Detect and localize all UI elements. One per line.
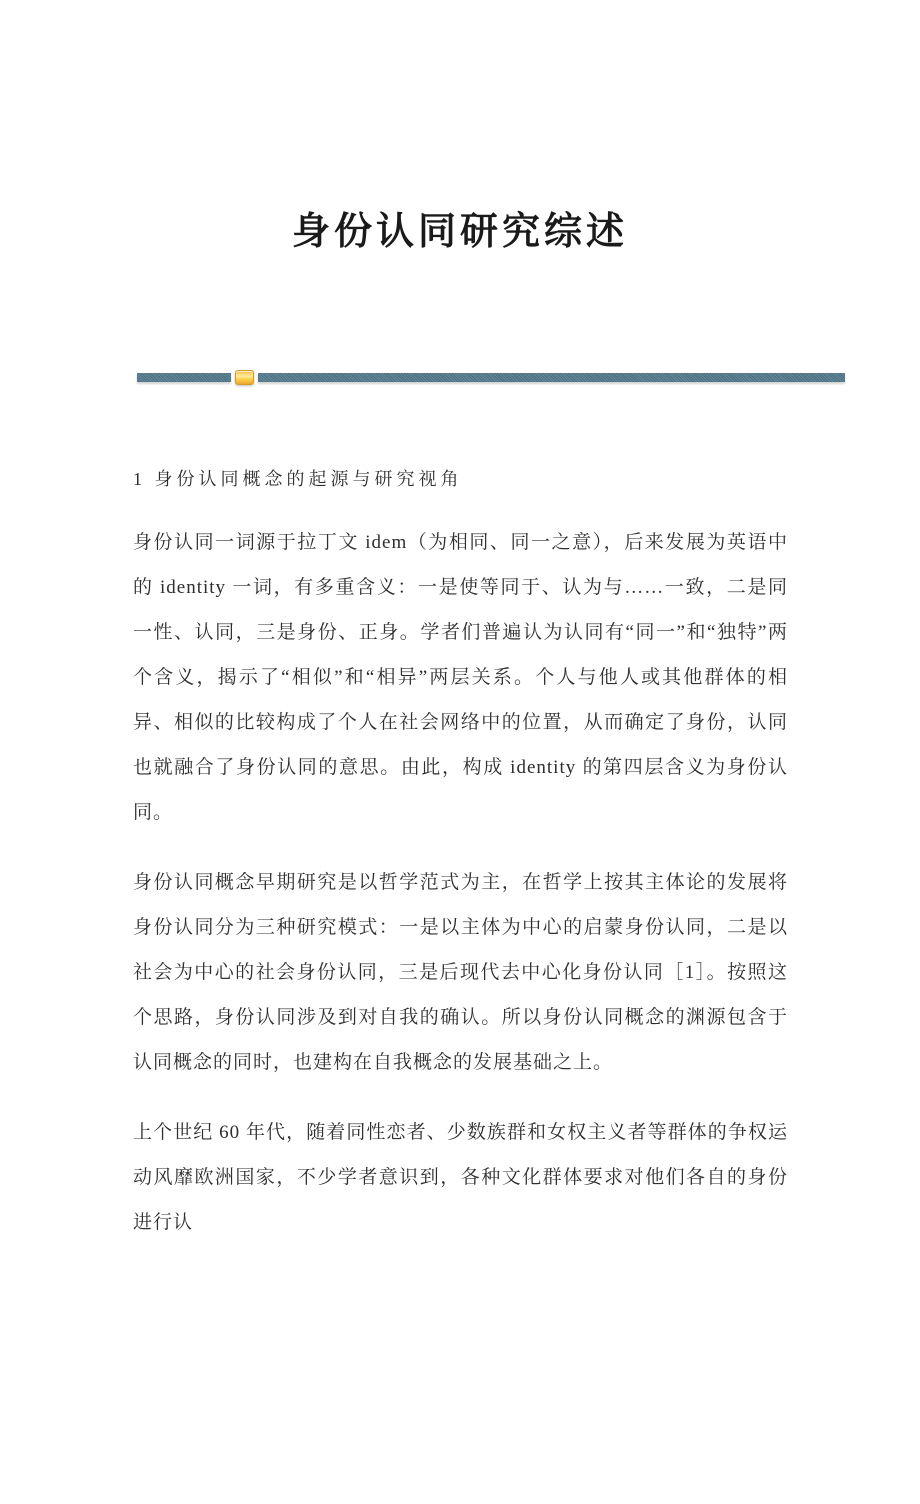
paragraph-1960s-movements: 上个世纪 60 年代，随着同性恋者、少数族群和女权主义者等群体的争权运动风靡欧洲国家，不少学者意识到，各种文化群体要求对他们各自的身份进行认 bbox=[133, 1122, 788, 1233]
document-body bbox=[133, 464, 788, 1245]
document-title: 身份认同研究综述 bbox=[291, 211, 628, 253]
gold-ribbon-ornament-icon bbox=[235, 370, 254, 385]
section-heading: 1 身份认同概念的起源与研究视角 bbox=[133, 469, 463, 489]
paragraph-origin-of-identity: 身份认同一词源于拉丁文 idem（为相同、同一之意），后来发展为英语中的 identity 一词，有多重含义：一是使等同于、认为与……一致，二是同一性、认同，三是身份、正身。学者们普遍认为认同有“同一”和“独特”两个含义，揭示了“相似”和“相异”两层关系。个人与他人或其他群体的相异、相似的比较构成了个人在社会网络中的位置，从而确定了身份，认同也就融合了身份认同的意思。由此，构成 identity 的第四层含义为身份认同。 bbox=[133, 532, 788, 823]
paragraph-philosophy-research-modes: 身份认同概念早期研究是以哲学范式为主，在哲学上按其主体论的发展将身份认同分为三种研究模式：一是以主体为中心的启蒙身份认同，二是以社会为中心的社会身份认同，三是后现代去中心化身份认同［1］。按照这个思路，身份认同涉及到对自我的确认。所以身份认同概念的渊源包含于认同概念的同时，也建构在自我概念的发展基础之上。 bbox=[133, 872, 788, 1073]
divider-right-bar bbox=[258, 373, 845, 382]
divider-left-bar bbox=[137, 373, 231, 382]
decorative-divider bbox=[137, 368, 845, 386]
document-page bbox=[0, 202, 920, 1504]
